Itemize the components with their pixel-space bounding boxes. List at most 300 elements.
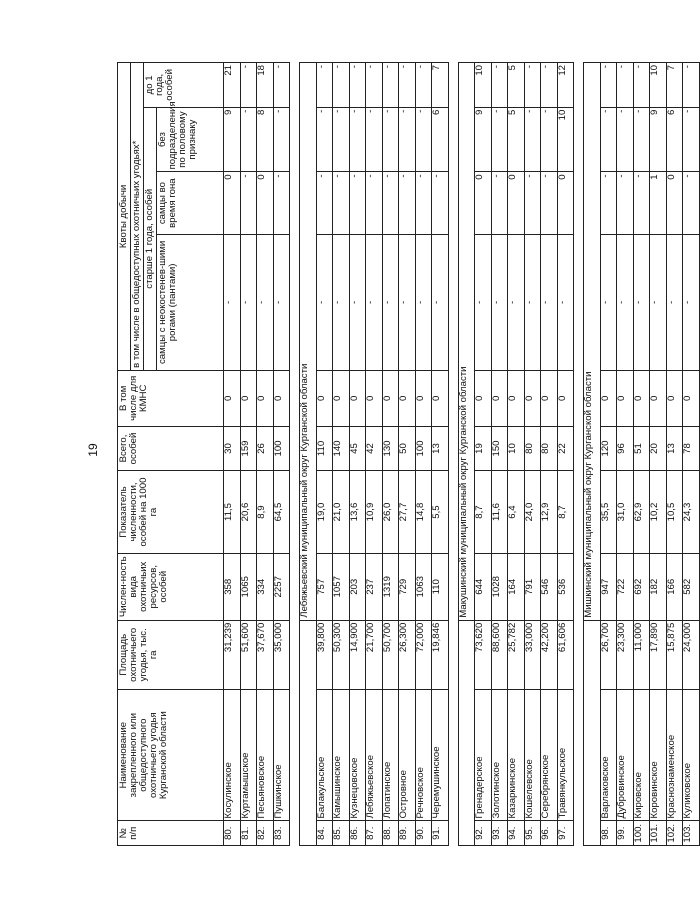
row-population: 1319 <box>382 553 399 620</box>
row-no-sex: 6 <box>666 107 683 172</box>
row-name: Серебрянское <box>541 689 558 821</box>
row-males-antlers: - <box>541 234 558 370</box>
row-up-to-1: 12 <box>557 63 574 108</box>
row-number: 92. <box>475 821 492 846</box>
table-body <box>224 63 700 846</box>
group-spacer <box>574 63 584 846</box>
row-kmns: 0 <box>415 370 432 426</box>
row-population: 757 <box>316 553 333 620</box>
row-area: 15,875 <box>666 620 683 689</box>
row-no-sex: 9 <box>650 107 667 172</box>
row-number: 97. <box>557 821 574 846</box>
row-area: 72,000 <box>415 620 432 689</box>
page-number: 19 <box>86 443 100 457</box>
row-males-antlers: - <box>415 234 432 370</box>
table-header <box>118 63 224 846</box>
row-density: 14,8 <box>415 471 432 554</box>
district-spacer-cell <box>458 620 475 845</box>
row-up-to-1: - <box>524 63 541 108</box>
row-total: 110 <box>316 426 333 471</box>
rotated-table-container <box>117 62 693 846</box>
row-total: 19 <box>475 426 492 471</box>
row-males-antlers: - <box>224 234 241 370</box>
row-no-sex: - <box>600 107 617 172</box>
row-males-antlers: - <box>666 234 683 370</box>
row-no-sex: - <box>316 107 333 172</box>
row-up-to-1: - <box>617 63 634 108</box>
spacer-cell <box>290 63 300 846</box>
row-kmns: 0 <box>475 370 492 426</box>
row-number: 103. <box>683 821 700 846</box>
row-males-antlers: - <box>524 234 541 370</box>
row-area: 73,620 <box>475 620 492 689</box>
row-no-sex: - <box>683 107 700 172</box>
row-population: 546 <box>541 553 558 620</box>
row-kmns: 0 <box>508 370 525 426</box>
row-name: Островное <box>399 689 416 821</box>
group-spacer <box>290 63 300 846</box>
row-up-to-1: 21 <box>224 63 241 108</box>
row-males-rut: - <box>349 172 366 234</box>
row-name: Лопатинское <box>382 689 399 821</box>
row-up-to-1: - <box>273 63 290 108</box>
row-males-rut: 0 <box>224 172 241 234</box>
row-total: 13 <box>432 426 449 471</box>
row-males-rut: 0 <box>475 172 492 234</box>
spacer-cell <box>448 63 458 846</box>
row-density: 31,0 <box>617 471 634 554</box>
table-row <box>399 63 416 846</box>
row-no-sex: 9 <box>224 107 241 172</box>
row-population: 110 <box>432 553 449 620</box>
row-number: 82. <box>257 821 274 846</box>
table-row <box>541 63 558 846</box>
row-no-sex: - <box>541 107 558 172</box>
header-num: № п/п <box>118 821 224 846</box>
row-up-to-1: 18 <box>257 63 274 108</box>
row-up-to-1: - <box>541 63 558 108</box>
row-total: 140 <box>333 426 350 471</box>
row-number: 94. <box>508 821 525 846</box>
row-no-sex: 5 <box>508 107 525 172</box>
row-density: 26,0 <box>382 471 399 554</box>
row-no-sex: - <box>633 107 650 172</box>
row-kmns: 0 <box>524 370 541 426</box>
row-number: 101. <box>650 821 667 846</box>
row-total: 78 <box>683 426 700 471</box>
table-row <box>600 63 617 846</box>
row-population: 947 <box>600 553 617 620</box>
header-name: Наименование закрепленного или общедоступного охотничьего угодья Курганской области <box>118 689 224 821</box>
table-row <box>666 63 683 846</box>
row-males-antlers: - <box>240 234 257 370</box>
row-name: Черемушинское <box>432 689 449 821</box>
district-spacer-cell <box>584 620 601 845</box>
row-no-sex: - <box>524 107 541 172</box>
row-population: 358 <box>224 553 241 620</box>
table-row <box>316 63 333 846</box>
row-total: 100 <box>273 426 290 471</box>
row-males-rut: - <box>633 172 650 234</box>
table-row <box>475 63 492 846</box>
row-name: Пушкинское <box>273 689 290 821</box>
row-number: 81. <box>240 821 257 846</box>
row-name: Краснознаменское <box>666 689 683 821</box>
row-males-rut: - <box>432 172 449 234</box>
row-population: 237 <box>366 553 383 620</box>
table-row <box>524 63 541 846</box>
row-up-to-1: 10 <box>650 63 667 108</box>
row-number: 102. <box>666 821 683 846</box>
row-number: 100. <box>633 821 650 846</box>
row-no-sex: 8 <box>257 107 274 172</box>
row-total: 120 <box>600 426 617 471</box>
row-kmns: 0 <box>650 370 667 426</box>
table-row <box>557 63 574 846</box>
row-population: 644 <box>475 553 492 620</box>
row-number: 89. <box>399 821 416 846</box>
row-name: Песьяновское <box>257 689 274 821</box>
row-name: Лебяжьевское <box>366 689 383 821</box>
row-population: 791 <box>524 553 541 620</box>
row-males-rut: 0 <box>508 172 525 234</box>
row-density: 11,5 <box>224 471 241 554</box>
row-males-rut: - <box>600 172 617 234</box>
row-kmns: 0 <box>399 370 416 426</box>
row-males-rut: - <box>491 172 508 234</box>
row-up-to-1: - <box>366 63 383 108</box>
row-kmns: 0 <box>633 370 650 426</box>
row-total: 100 <box>415 426 432 471</box>
row-name: Косулинское <box>224 689 241 821</box>
row-area: 33,000 <box>524 620 541 689</box>
header-in-common: в том числе в общедоступных охотничьих угодьях* <box>131 63 144 371</box>
row-males-rut: - <box>240 172 257 234</box>
row-area: 19,846 <box>432 620 449 689</box>
row-kmns: 0 <box>240 370 257 426</box>
row-name: Балакульское <box>316 689 333 821</box>
row-up-to-1: - <box>491 63 508 108</box>
row-males-antlers: - <box>633 234 650 370</box>
header-total: Всего, особей <box>118 426 224 471</box>
row-kmns: 0 <box>600 370 617 426</box>
row-males-antlers: - <box>475 234 492 370</box>
row-density: 8,7 <box>557 471 574 554</box>
header-males-rut: самцы во время гона <box>157 172 224 234</box>
table-row <box>333 63 350 846</box>
row-no-sex: - <box>617 107 634 172</box>
row-density: 19,0 <box>316 471 333 554</box>
row-kmns: 0 <box>666 370 683 426</box>
header-quota: Квоты добычи <box>118 63 131 371</box>
row-males-antlers: - <box>650 234 667 370</box>
row-kmns: 0 <box>273 370 290 426</box>
row-area: 26,300 <box>399 620 416 689</box>
row-males-antlers: - <box>600 234 617 370</box>
row-density: 5,5 <box>432 471 449 554</box>
district-row <box>458 63 475 846</box>
row-males-rut: 0 <box>666 172 683 234</box>
row-males-antlers: - <box>617 234 634 370</box>
row-kmns: 0 <box>541 370 558 426</box>
table-row <box>257 63 274 846</box>
row-males-antlers: - <box>557 234 574 370</box>
hunting-quota-table <box>117 62 700 846</box>
row-total: 30 <box>224 426 241 471</box>
table-row <box>508 63 525 846</box>
row-density: 64,5 <box>273 471 290 554</box>
row-total: 10 <box>508 426 525 471</box>
row-total: 150 <box>491 426 508 471</box>
spacer-cell <box>574 63 584 846</box>
row-up-to-1: - <box>415 63 432 108</box>
row-density: 6,4 <box>508 471 525 554</box>
row-number: 91. <box>432 821 449 846</box>
row-name: Куликовское <box>683 689 700 821</box>
row-number: 83. <box>273 821 290 846</box>
row-males-antlers: - <box>366 234 383 370</box>
row-population: 164 <box>508 553 525 620</box>
row-area: 50,700 <box>382 620 399 689</box>
district-title: Макушинский муниципальный округ Курганской области <box>458 63 475 621</box>
row-up-to-1: 10 <box>475 63 492 108</box>
row-population: 536 <box>557 553 574 620</box>
header-density: Показатель численности, особей на 1000 га <box>118 471 224 554</box>
row-males-antlers: - <box>399 234 416 370</box>
row-name: Речновское <box>415 689 432 821</box>
row-total: 22 <box>557 426 574 471</box>
row-area: 21,700 <box>366 620 383 689</box>
row-area: 37,670 <box>257 620 274 689</box>
row-population: 692 <box>633 553 650 620</box>
row-population: 1063 <box>415 553 432 620</box>
row-total: 130 <box>382 426 399 471</box>
row-area: 24,000 <box>683 620 700 689</box>
row-males-antlers: - <box>491 234 508 370</box>
row-area: 42,200 <box>541 620 558 689</box>
row-total: 26 <box>257 426 274 471</box>
header-males-antlers: самцы с неокостенев-шими рогами (пантами) <box>157 234 224 370</box>
row-kmns: 0 <box>557 370 574 426</box>
row-density: 24,0 <box>524 471 541 554</box>
row-males-rut: - <box>333 172 350 234</box>
row-males-rut: 1 <box>650 172 667 234</box>
row-area: 11,000 <box>633 620 650 689</box>
row-males-rut: - <box>273 172 290 234</box>
row-density: 8,7 <box>475 471 492 554</box>
row-up-to-1: - <box>600 63 617 108</box>
row-no-sex: - <box>273 107 290 172</box>
row-area: 61,606 <box>557 620 574 689</box>
row-area: 88,600 <box>491 620 508 689</box>
row-total: 159 <box>240 426 257 471</box>
row-up-to-1: - <box>349 63 366 108</box>
row-density: 13,6 <box>349 471 366 554</box>
row-number: 86. <box>349 821 366 846</box>
row-males-rut: 0 <box>557 172 574 234</box>
row-name: Кузнецовское <box>349 689 366 821</box>
row-area: 51,600 <box>240 620 257 689</box>
row-population: 1065 <box>240 553 257 620</box>
row-density: 8,9 <box>257 471 274 554</box>
table-row <box>432 63 449 846</box>
row-population: 2257 <box>273 553 290 620</box>
row-males-rut: - <box>382 172 399 234</box>
row-number: 85. <box>333 821 350 846</box>
district-row <box>584 63 601 846</box>
row-males-antlers: - <box>683 234 700 370</box>
table-row <box>617 63 634 846</box>
row-density: 35,5 <box>600 471 617 554</box>
district-title: Мишкинский муниципальный округ Курганской области <box>584 63 601 621</box>
row-number: 90. <box>415 821 432 846</box>
header-no-sex: без подразделения по половому признаку <box>157 107 224 172</box>
table-row <box>349 63 366 846</box>
row-area: 50,300 <box>333 620 350 689</box>
row-area: 35,000 <box>273 620 290 689</box>
row-density: 21,0 <box>333 471 350 554</box>
group-spacer <box>448 63 458 846</box>
row-males-antlers: - <box>257 234 274 370</box>
row-number: 98. <box>600 821 617 846</box>
row-no-sex: 6 <box>432 107 449 172</box>
row-name: Казаркинское <box>508 689 525 821</box>
row-name: Травянкульское <box>557 689 574 821</box>
row-area: 17,890 <box>650 620 667 689</box>
row-up-to-1: - <box>240 63 257 108</box>
row-males-rut: - <box>366 172 383 234</box>
row-population: 582 <box>683 553 700 620</box>
row-up-to-1: - <box>382 63 399 108</box>
row-kmns: 0 <box>257 370 274 426</box>
row-number: 84. <box>316 821 333 846</box>
row-area: 23,300 <box>617 620 634 689</box>
row-kmns: 0 <box>432 370 449 426</box>
table-row <box>366 63 383 846</box>
row-no-sex: - <box>415 107 432 172</box>
table-row <box>224 63 241 846</box>
table-row <box>650 63 667 846</box>
row-up-to-1: - <box>333 63 350 108</box>
row-males-antlers: - <box>349 234 366 370</box>
row-up-to-1: - <box>399 63 416 108</box>
table-row <box>491 63 508 846</box>
table-row <box>415 63 432 846</box>
row-up-to-1: 7 <box>666 63 683 108</box>
row-kmns: 0 <box>349 370 366 426</box>
row-number: 95. <box>524 821 541 846</box>
row-kmns: 0 <box>366 370 383 426</box>
row-no-sex: 10 <box>557 107 574 172</box>
row-density: 11,6 <box>491 471 508 554</box>
row-up-to-1: 5 <box>508 63 525 108</box>
row-kmns: 0 <box>316 370 333 426</box>
table-row <box>240 63 257 846</box>
row-total: 96 <box>617 426 634 471</box>
row-kmns: 0 <box>491 370 508 426</box>
row-density: 62,9 <box>633 471 650 554</box>
row-number: 80. <box>224 821 241 846</box>
row-total: 42 <box>366 426 383 471</box>
row-no-sex: - <box>366 107 383 172</box>
table-row <box>382 63 399 846</box>
row-number: 87. <box>366 821 383 846</box>
row-up-to-1: - <box>316 63 333 108</box>
row-total: 13 <box>666 426 683 471</box>
row-kmns: 0 <box>333 370 350 426</box>
row-no-sex: - <box>491 107 508 172</box>
row-area: 14,900 <box>349 620 366 689</box>
row-name: Дубровинское <box>617 689 634 821</box>
row-up-to-1: - <box>683 63 700 108</box>
row-name: Гренадерское <box>475 689 492 821</box>
row-males-rut: 0 <box>257 172 274 234</box>
row-total: 50 <box>399 426 416 471</box>
row-total: 45 <box>349 426 366 471</box>
row-no-sex: - <box>382 107 399 172</box>
row-area: 25,782 <box>508 620 525 689</box>
row-no-sex: - <box>333 107 350 172</box>
row-total: 80 <box>541 426 558 471</box>
row-population: 334 <box>257 553 274 620</box>
row-number: 99. <box>617 821 634 846</box>
row-name: Куртамышское <box>240 689 257 821</box>
row-density: 12,9 <box>541 471 558 554</box>
row-males-antlers: - <box>432 234 449 370</box>
row-kmns: 0 <box>683 370 700 426</box>
row-name: Кировское <box>633 689 650 821</box>
row-total: 51 <box>633 426 650 471</box>
row-no-sex: 9 <box>475 107 492 172</box>
header-older: старше 1 года, особей <box>144 107 157 370</box>
row-up-to-1: - <box>633 63 650 108</box>
header-area: Площадь охотничьего угодья, тыс. га <box>118 620 224 689</box>
row-name: Золотинское <box>491 689 508 821</box>
district-spacer-cell <box>300 620 317 845</box>
row-density: 27,7 <box>399 471 416 554</box>
row-population: 182 <box>650 553 667 620</box>
row-males-antlers: - <box>382 234 399 370</box>
row-density: 10,2 <box>650 471 667 554</box>
row-males-rut: - <box>617 172 634 234</box>
row-males-antlers: - <box>273 234 290 370</box>
row-population: 1028 <box>491 553 508 620</box>
row-density: 10,9 <box>366 471 383 554</box>
row-name: Коровинское <box>650 689 667 821</box>
district-row <box>300 63 317 846</box>
row-population: 1057 <box>333 553 350 620</box>
row-name: Варлаковское <box>600 689 617 821</box>
table-row <box>273 63 290 846</box>
row-males-rut: - <box>399 172 416 234</box>
row-no-sex: - <box>240 107 257 172</box>
row-area: 31,239 <box>224 620 241 689</box>
row-males-antlers: - <box>333 234 350 370</box>
table-row <box>683 63 700 846</box>
row-up-to-1: 7 <box>432 63 449 108</box>
row-males-rut: - <box>415 172 432 234</box>
row-total: 80 <box>524 426 541 471</box>
row-area: 26,700 <box>600 620 617 689</box>
row-name: Кошелевское <box>524 689 541 821</box>
row-no-sex: - <box>349 107 366 172</box>
row-number: 96. <box>541 821 558 846</box>
row-population: 722 <box>617 553 634 620</box>
row-males-rut: - <box>524 172 541 234</box>
row-males-rut: - <box>316 172 333 234</box>
row-males-rut: - <box>683 172 700 234</box>
row-population: 729 <box>399 553 416 620</box>
